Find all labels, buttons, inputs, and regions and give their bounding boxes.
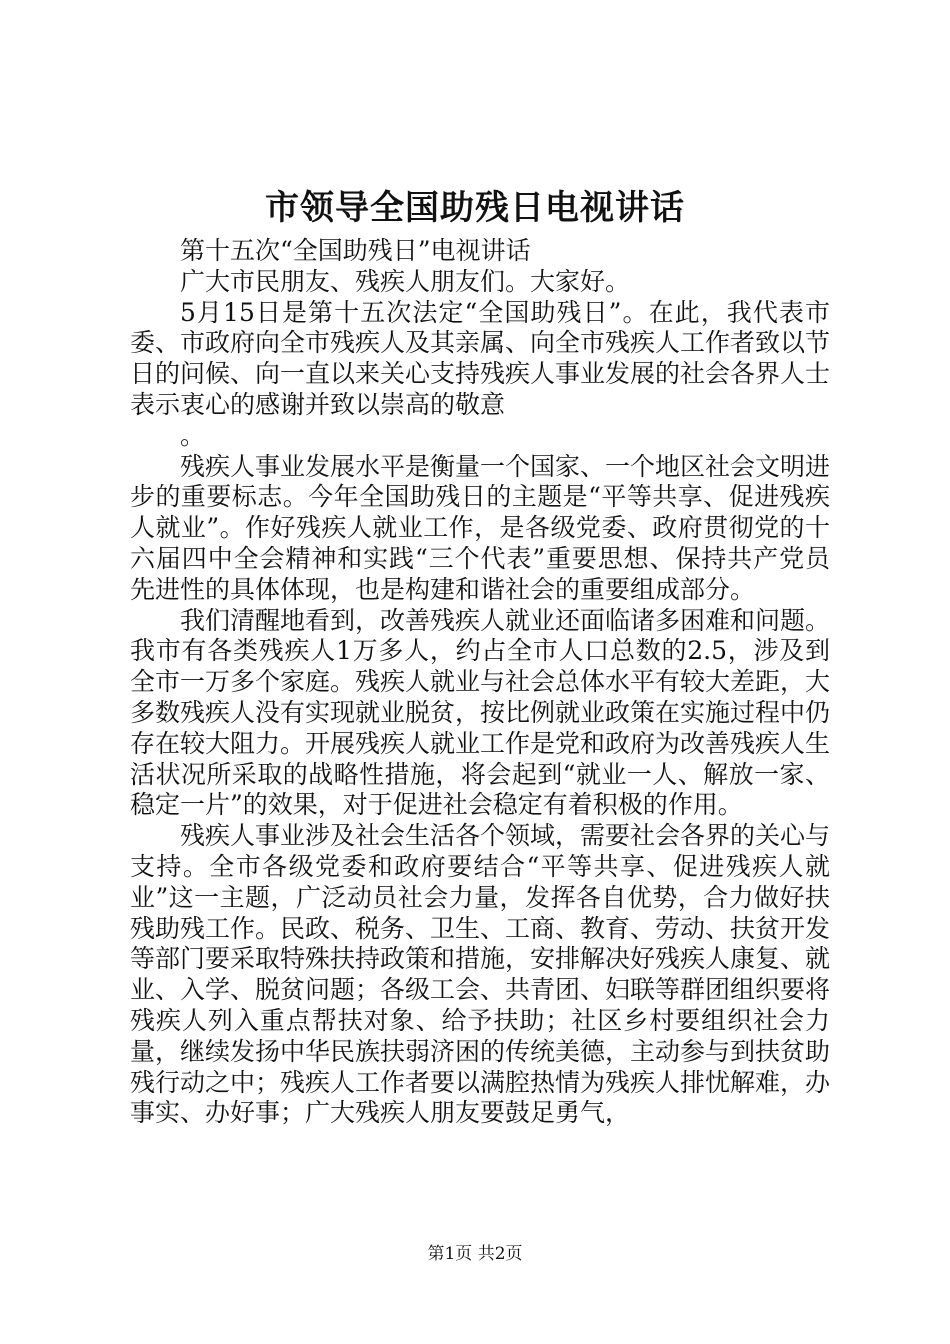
document-body bbox=[130, 236, 830, 1129]
document-title: 市领导全国助残日电视讲话 bbox=[265, 188, 685, 228]
paragraph-intro: 5月15日是第十五次法定“全国助残日”。在此，我代表市委、市政府向全市残疾人及其亲属、向全市残疾人工作者致以节日的问候、向一直以来关心支持残疾人事业发展的社会各界人士表示衷心的感谢并致以崇高的敬意 bbox=[130, 297, 831, 419]
paragraph-greeting: 广大市民朋友、残疾人朋友们。大家好。 bbox=[180, 266, 631, 296]
page-number-footer: 第1页 共2页 bbox=[427, 1244, 523, 1264]
paragraph-significance: 残疾人事业发展水平是衡量一个国家、一个地区社会文明进步的重要标志。今年全国助残日的主题是“平等共享、促进残疾人就业”。作好残疾人就业工作，是各级党委、政府贯彻党的十六届四中全会精神和实践“三个代表”重要思想、保持共产党员先进性的具体体现，也是构建和谐社会的重要组成部分。 bbox=[130, 451, 831, 604]
paragraph-period: 。 bbox=[180, 420, 206, 450]
paragraph-support: 残疾人事业涉及社会生活各个领域，需要社会各界的关心与支持。全市各级党委和政府要结合“平等共享、促进残疾人就业”这一主题，广泛动员社会力量，发挥各自优势，合力做好扶残助残工作。民政、税务、卫生、工商、教育、劳动、扶贫开发等部门要采取特殊扶持政策和措施，安排解决好残疾人康复、就业、入学、脱贫问题；各级工会、共青团、妇联等群团组织要将残疾人列入重点帮扶对象、给予扶助；社区乡村要组织社会力量，继续发扬中华民族扶弱济困的传统美德，主动参与到扶贫助残行动之中；残疾人工作者要以满腔热情为残疾人排忧解难，办事实、办好事；广大残疾人朋友要鼓足勇气， bbox=[130, 821, 831, 1128]
paragraph-heading: 第十五次“全国助残日”电视讲话 bbox=[180, 236, 531, 265]
paragraph-challenges: 我们清醒地看到，改善残疾人就业还面临诸多困难和问题。我市有各类残疾人1万多人，约占全市人口总数的2.5，涉及到全市一万多个家庭。残疾人就业与社会总体水平有较大差距，大多数残疾人没有实现就业脱贫，按比例就业政策在实施过程中仍存在较大阻力。开展残疾人就业工作是党和政府为改善残疾人生活状况所采取的战略性措施，将会起到“就业一人、解放一家、稳定一片”的效果，对于促进社会稳定有着积极的作用。 bbox=[130, 605, 831, 820]
